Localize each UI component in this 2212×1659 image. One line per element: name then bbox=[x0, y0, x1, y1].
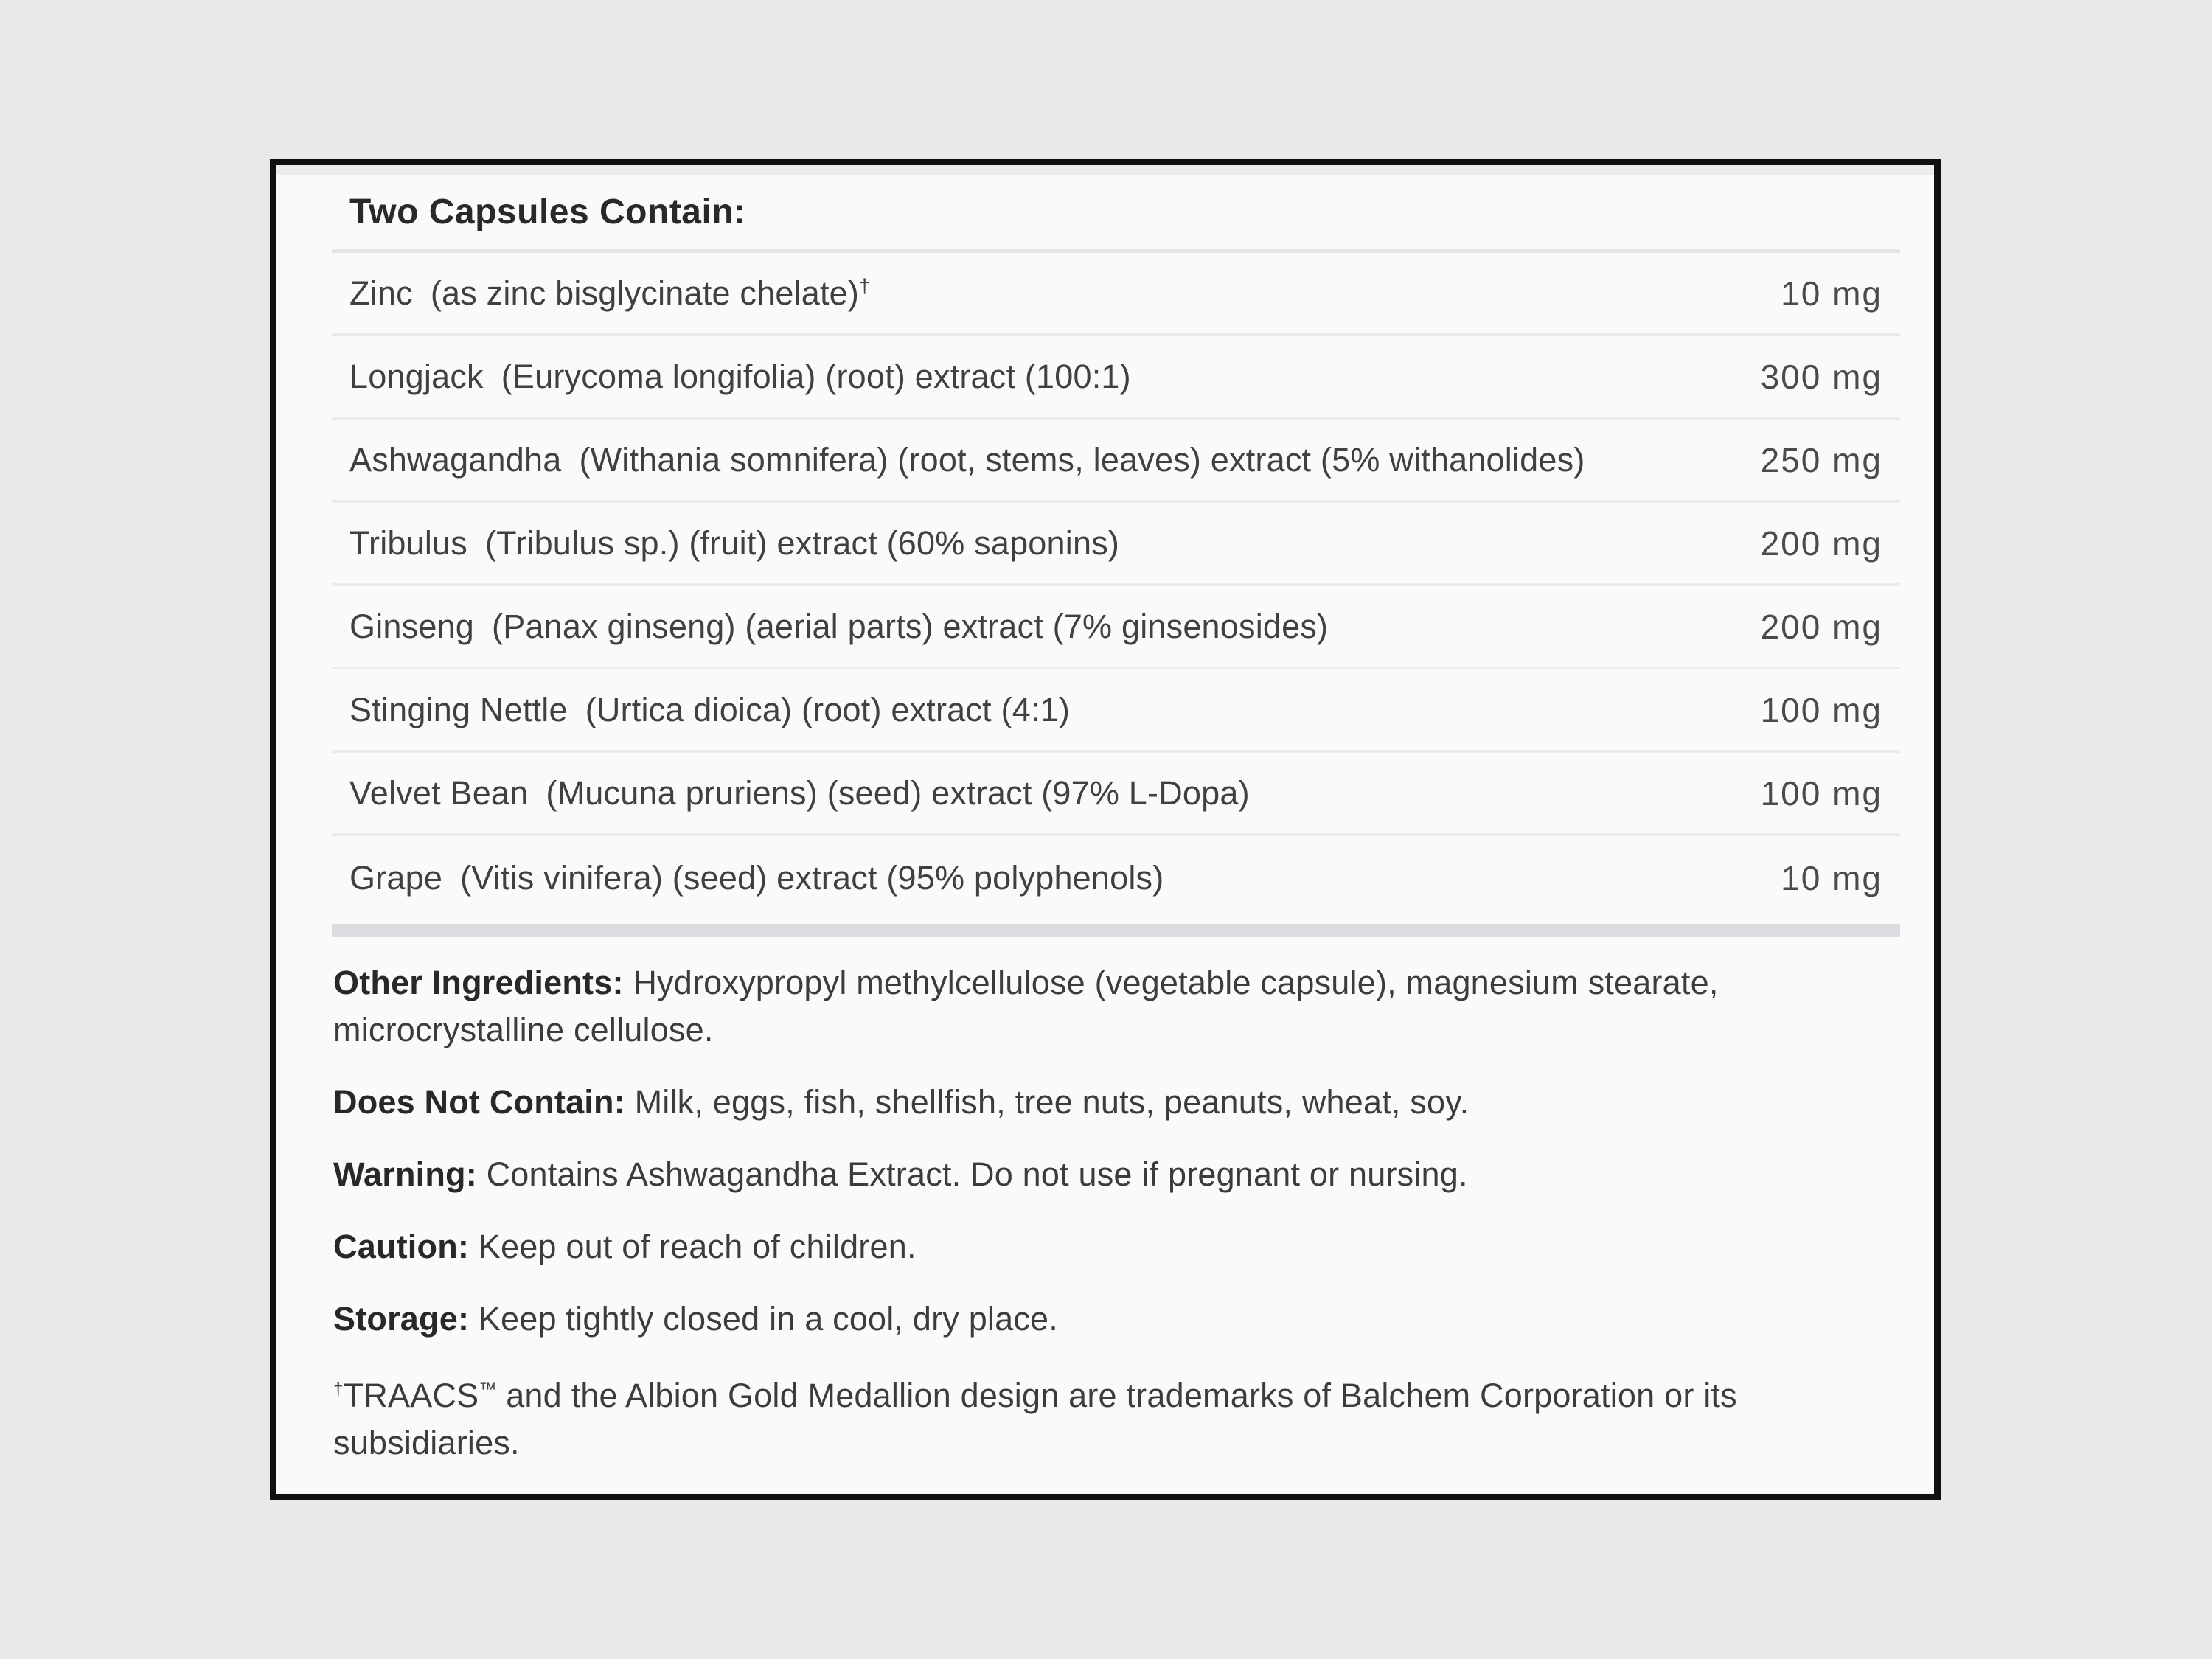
ingredient-name: Longjack (Eurycoma longifolia) (root) extract (100:1) bbox=[349, 357, 1131, 395]
ingredient-amount: 250 mg bbox=[1760, 440, 1882, 479]
ingredient-amount: 200 mg bbox=[1760, 524, 1882, 563]
ingredient-row-stinging-nettle bbox=[332, 669, 1900, 753]
label-notes bbox=[332, 937, 1880, 1467]
dagger-footnote-marker: † bbox=[859, 274, 871, 297]
ingredient-row-ginseng bbox=[332, 586, 1900, 669]
trademark-footnote: †TRAACS™ and the Albion Gold Medallion design are trademarks of Balchem Corporation or its subsidiaries. bbox=[333, 1377, 1737, 1461]
ingredient-name: Velvet Bean (Mucuna pruriens) (seed) extract (97% L-Dopa) bbox=[349, 773, 1250, 812]
serving-header: Two Capsules Contain: bbox=[349, 192, 746, 232]
ingredient-row-ashwagandha bbox=[332, 420, 1900, 503]
serving-header-row bbox=[332, 175, 1900, 253]
ingredient-amount: 100 mg bbox=[1760, 690, 1882, 729]
trademark-symbol: ™ bbox=[479, 1380, 497, 1399]
ingredient-amount: 100 mg bbox=[1760, 773, 1882, 813]
panel-top-strip bbox=[276, 165, 1934, 175]
ingredient-name: Ginseng (Panax ginseng) (aerial parts) extract (7% ginsenosides) bbox=[349, 607, 1329, 645]
ingredient-amount: 300 mg bbox=[1760, 357, 1882, 396]
ingredient-row-longjack bbox=[332, 336, 1900, 420]
ingredient-name: Ashwagandha (Withania somnifera) (root, stems, leaves) extract (5% withanolides) bbox=[349, 440, 1585, 479]
dagger-footnote-marker: † bbox=[333, 1380, 344, 1399]
other-ingredients-note: Other Ingredients: Hydroxypropyl methylcellulose (vegetable capsule), magnesium stearate, microcrystalline cellulose. bbox=[333, 964, 1719, 1048]
does-not-contain-note: Does Not Contain: Milk, eggs, fish, shellfish, tree nuts, peanuts, wheat, soy. bbox=[333, 1083, 1470, 1121]
storage-note: Storage: Keep tightly closed in a cool, dry place. bbox=[333, 1300, 1058, 1338]
ingredient-name: Zinc (as zinc bisglycinate chelate)† bbox=[349, 274, 871, 312]
ingredient-name: Grape (Vitis vinifera) (seed) extract (95% polyphenols) bbox=[349, 858, 1164, 897]
ingredient-table bbox=[332, 253, 1900, 919]
ingredient-name: Tribulus (Tribulus sp.) (fruit) extract (60% saponins) bbox=[349, 524, 1120, 562]
ingredient-row-tribulus bbox=[332, 503, 1900, 586]
ingredient-row-velvet-bean bbox=[332, 753, 1900, 836]
warning-note: Warning: Contains Ashwagandha Extract. Do not use if pregnant or nursing. bbox=[333, 1155, 1468, 1193]
caution-note: Caution: Keep out of reach of children. bbox=[333, 1228, 917, 1265]
ingredient-amount: 10 mg bbox=[1781, 858, 1882, 897]
ingredient-amount: 200 mg bbox=[1760, 607, 1882, 646]
ingredient-row-grape bbox=[332, 836, 1900, 919]
ingredient-amount: 10 mg bbox=[1781, 274, 1882, 313]
panel-content bbox=[276, 175, 1934, 1467]
supplement-facts-panel bbox=[270, 159, 1941, 1500]
table-bottom-divider bbox=[332, 924, 1900, 937]
ingredient-name: Stinging Nettle (Urtica dioica) (root) extract (4:1) bbox=[349, 690, 1071, 728]
ingredient-row-zinc bbox=[332, 253, 1900, 336]
